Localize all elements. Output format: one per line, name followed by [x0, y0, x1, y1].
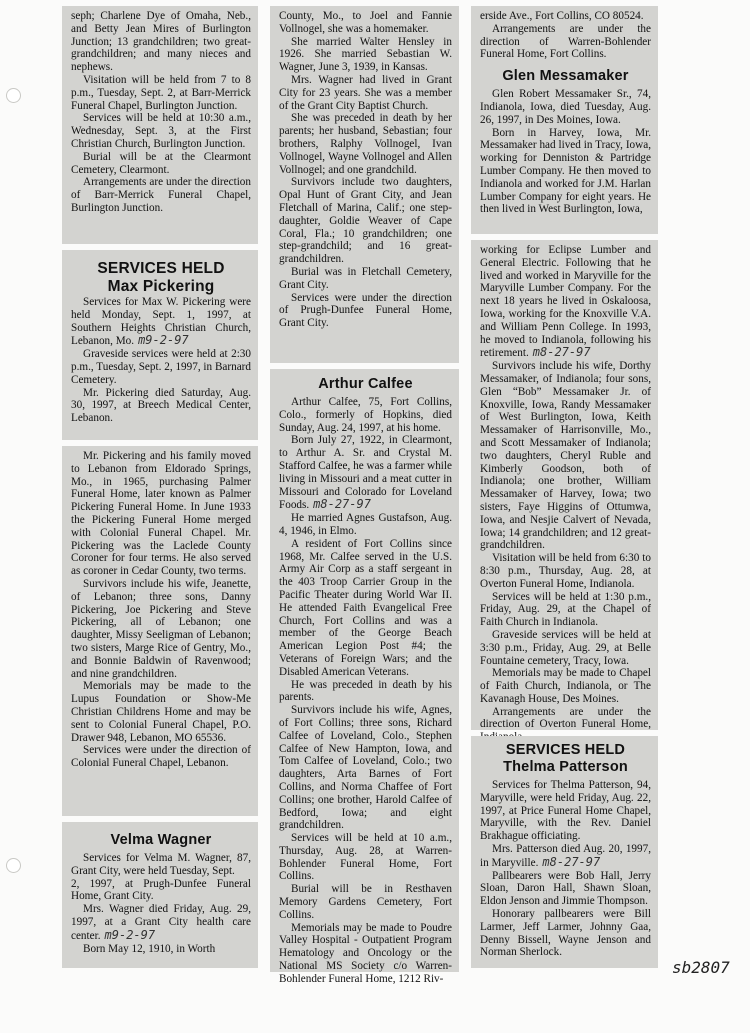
handwritten-date-note: m8-27-97 — [313, 497, 371, 512]
obituary-paragraph: Mr. Pickering and his family moved to Lebanon from Eldorado Springs, Mo., in 1965, purchasing Palmer Funeral Home, later known as Palmer Pickering Funeral Home. In June 1933 the Pickering Funeral Home merged with Colonial Funeral Chapel. Mr. Pickering was the Laclede County Coroner for four terms. He also served as coroner in Cedar County, two terms. — [71, 450, 251, 578]
handwritten-date-note: m8-27-97 — [532, 345, 591, 360]
punch-hole-top — [6, 88, 21, 103]
obituary-name-velma-wagner: Velma Wagner — [110, 832, 212, 848]
punch-hole-bottom — [6, 858, 21, 873]
obituary-paragraph: Visitation will be held from 6:30 to 8:30 p.m., Thursday, Aug. 28, at Overton Funeral Home, Indianola. — [480, 552, 651, 590]
obituary-paragraph: Arthur Calfee, 75, Fort Collins, Colo., formerly of Hopkins, died Sunday, Aug. 24, 1997, at his home. — [279, 396, 452, 434]
obituary-paragraph: Mr. Pickering died Saturday, Aug. 30, 1997, at Breech Medical Center, Lebanon. — [71, 386, 251, 425]
obituary-paragraph: Born May 12, 1910, in Worth — [83, 942, 216, 955]
handwritten-date-note: m8-27-97 — [542, 854, 601, 869]
obituary-paragraph: Services were under the direction of Colonial Funeral Chapel, Lebanon. — [71, 744, 251, 770]
obituary-paragraph: Memorials may be made to the Lupus Foundation or Show-Me Christian Childrens Home and may be sent to Colonial Funeral Chapel, P.O. Drawer 948, Lebanon, MO 65536. — [71, 680, 251, 744]
obituary-paragraph: Survivors include his wife, Jeanette, of Lebanon; three sons, Danny Pickering, Joe Pickering and Steve Pickering, all of Lebanon; one daughter, Missy Seeligman of Lebanon; two sisters, Marge Rice of Gentry, Mo., and Bonnie Baldwin of Ravenwood; and nine grandchildren. — [71, 577, 251, 680]
clipping-velma-wagner — [62, 822, 258, 968]
obituary-paragraph: Mrs. Patterson died Aug. 20, 1997, in Maryville. — [480, 842, 651, 869]
obituary-paragraph: Mrs. Wagner had lived in Grant City for 23 years. She was a member of the Grant City Baptist Church. — [279, 73, 452, 112]
obituary-paragraph: Burial was in Fletchall Cemetery, Grant City. — [279, 265, 452, 291]
obituary-paragraph: Survivors include two daughters, Opal Hunt of Grant City, and Jean Fletchall of Marina, Calif.; one step-daughter, Goldie Weaver of Cape Coral, Fla.; 10 grandchildren; one step-grandchild; and 16 great-grandchildren. — [279, 176, 452, 266]
obituary-paragraph: Memorials may be made to Chapel of Faith Church, Indianola, or The Kavanagh House, Des Moines. — [480, 667, 651, 705]
obituary-paragraph: Born July 27, 1922, in Clearmont, to Arthur A. Sr. and Crystal M. Stafford Calfee, he was a farmer while living in Missouri and a meat cutter in Missouri and Colorado for Loveland Foods. — [279, 434, 452, 512]
obituary-paragraph: Visitation will be held from 7 to 8 p.m., Tuesday, Sept. 2, at Barr-Merrick Funeral Chapel, Burlington Junction. — [71, 73, 251, 112]
obituary-paragraph: Survivors include his wife, Dorthy Messamaker, of Indianola; four sons, Glen “Bob” Messamaker Jr. of Knoxville, Iowa, Randy Messamaker of West Burlington, Iowa, Keith Messamaker of Harrisonville, Mo., and Scott Messamaker of Indianola; two daughters, Cheryl Ruble and Kimberly Goodson, both of Indianola; one brother, William Messamaker of Harvey, Iowa; two sisters, Faye Higgins of Ottumwa, Iowa, and Nesjie Calvert of Nevada, Iowa; 14 grandchildren; and 12 great-grandchildren. — [480, 360, 651, 552]
clipping-glen-messamaker-continued — [471, 240, 658, 730]
obituary-paragraph: She was preceded in death by her parents; her husband, Sebastian; four brothers, Ralphy Vollnogel, Ivan Vollnogel, Wayne Vollnogel and Allen Vollnogel; and one grandchild. — [279, 112, 452, 176]
obituary-paragraph: Services will be held at 10 a.m., Thursday, Aug. 28, at Warren-Bohlender Funeral Home, Fort Collins. — [279, 832, 452, 883]
obituary-paragraph: seph; Charlene Dye of Omaha, Neb., and Betty Jean Mires of Burlington Junction; 13 grandchildren; two great-grandchildren; and many nieces and nephews. — [71, 10, 251, 74]
obituary-paragraph: Born in Harvey, Iowa, Mr. Messamaker had lived in Tracy, Iowa, working for Denniston & Partridge Lumber Company. He then moved to Indianola and worked for J.M. Harlan Lumber Company for eight years. He then lived in West Burlington, Iowa, — [480, 126, 651, 216]
obituary-name-arthur-calfee: Arthur Calfee — [318, 376, 413, 392]
obituary-paragraph: Memorials may be made to Poudre Valley Hospital - Outpatient Program Hematology and Oncology or the National MS Society c/o Warren-Bohlender Funeral Home, 1212 Riv- — [279, 921, 452, 985]
obituary-paragraph: He was preceded in death by his parents. — [279, 678, 452, 704]
obituary-paragraph: Arrangements are under the direction of Warren-Bohlender Funeral Home, Fort Collins. — [480, 22, 651, 61]
services-held-label: SERVICES HELD — [505, 742, 626, 758]
obituary-paragraph: Services for Velma M. Wagner, 87, Grant City, were held Tuesday, Sept. — [71, 852, 251, 877]
obituary-paragraph: Services for Max W. Pickering were held Monday, Sept. 1, 1997, at Southern Heights Christian Church, Lebanon, Mo. — [71, 296, 251, 348]
obituary-paragraph: Honorary pallbearers were Bill Larmer, Jeff Larmer, Johnny Gaa, Denny Bissell, Wayne Jenson and Norman Sherlock. — [480, 907, 651, 959]
page-number-handwritten: sb2807 — [672, 958, 730, 977]
clipping-velma-wagner-continued — [270, 6, 459, 363]
obituary-paragraph: Arrangements are under the direction of Overton Funeral Home, — [480, 705, 651, 731]
clipping-arthur-calfee — [270, 369, 459, 985]
obituary-paragraph: Services for Thelma Patterson, 94, Maryville, were held Friday, Aug. 22, 1997, at Price Funeral Home Chapel, Maryville, with the Rev. Daniel Brakhague officiating. — [480, 779, 651, 843]
obituary-paragraph: Services will be held at 1:30 p.m., Friday, Aug. 29, at the Chapel of Faith Church in Indianola. — [480, 590, 651, 629]
obituary-paragraph: Survivors include his wife, Agnes, of Fort Collins; three sons, Richard Calfee of Loveland, Colo., Stephen Calfee of New Hampton, Iowa, and Tom Calfee of Loveland, Colo.; two daughters, Arta Barnes of Fort Collins, and Norma Chaffee of Fort Collins; one brother, Harold Calfee of Bedford, Iowa; and eight grandchildren. — [279, 704, 452, 832]
obituary-paragraph: He married Agnes Gustafson, Aug. 4, 1946, in Elmo. — [279, 512, 452, 537]
obituary-name-max-pickering: Max Pickering — [107, 278, 215, 295]
clipping-thelma-patterson — [471, 736, 658, 968]
obituary-paragraph: Services were under the direction of Prugh-Dunfee Funeral Home, Grant City. — [279, 291, 452, 330]
handwritten-date-note: m9-2-97 — [104, 927, 156, 942]
clipping-barr-merrick-obituary-end — [62, 6, 258, 244]
clipping-max-pickering — [62, 250, 258, 440]
obituary-paragraph: A resident of Fort Collins since 1968, Mr. Calfee served in the U.S. Army Air Corp as a staff sergeant in the 403 Troop Carrier Group in the Pacific Theater during World War II. He attended Faith Evangelical Free Church, Fort Collins and was a member of the George Beach American Legion Post #4; the Veterans of Foreign Wars; and the Disabled American Veterans. — [279, 537, 452, 678]
obituary-paragraph: Burial will be at the Clearmont Cemetery, Clearmont. — [71, 150, 251, 176]
obituary-paragraph: 2, 1997, at Prugh-Dunfee Funeral Home, Grant City. — [71, 877, 251, 903]
obituary-name-thelma-patterson: Thelma Patterson — [503, 759, 628, 775]
obituary-paragraph: Mrs. Wagner died Friday, Aug. 29, 1997, at a Grant City health care center. — [71, 903, 251, 942]
obituary-paragraph: Arrangements are under the direction of Barr-Merrick Funeral Chapel, Burlington Junction. — [71, 176, 251, 214]
handwritten-date-note: m9-2-97 — [138, 333, 189, 348]
obituary-paragraph: Services will be held at 10:30 a.m., Wednesday, Sept. 3, at the First Christian Church, Burlington Junction. — [71, 112, 251, 150]
obituary-paragraph: She married Walter Hensley in 1926. She married Sebastian W. Wagner, June 3, 1939, in Kansas. — [279, 35, 452, 74]
obituary-paragraph: Burial will be in Resthaven Memory Gardens Cemetery, Fort Collins. — [279, 883, 452, 921]
clipping-calfee-end-and-glen-messamaker — [471, 6, 658, 234]
services-held-heading — [480, 742, 651, 776]
obituary-paragraph: Graveside services were held at 2:30 p.m., Tuesday, Sept. 2, 1997, in Barnard Cemetery. — [71, 348, 251, 386]
obituary-paragraph: Graveside services will be held at 3:30 p.m., Friday, Aug. 29, at Belle Fountaine cemetery, Tracy, Iowa. — [480, 628, 651, 667]
obituary-paragraph: County, Mo., to Joel and Fannie Vollnogel, she was a homemaker. — [279, 10, 452, 35]
obituary-paragraph: Glen Robert Messamaker Sr., 74, Indianola, Iowa, died Tuesday, Aug. 26, 1997, in Des Moines, Iowa. — [480, 88, 651, 126]
services-held-label: SERVICES HELD — [97, 260, 225, 277]
obituary-name-glen-messamaker: Glen Messamaker — [502, 68, 629, 85]
obituary-paragraph: erside Ave., Fort Collins, CO 80524. — [480, 10, 644, 22]
clipping-max-pickering-continued — [62, 446, 258, 816]
obituary-paragraph: Pallbearers were Bob Hall, Jerry Sloan, Daron Hall, Shawn Sloan, Eldon Jenson and Jimmie Thompson. — [480, 869, 651, 908]
services-held-heading — [71, 260, 251, 296]
obituary-paragraph: working for Eclipse Lumber and General Electric. Following that he lived and worked in Maryville for the Maryville Lumber Company. For the next 18 years he lived in Oskaloosa, Iowa, working for the Knoxville V.A. and William Penn College. In 1993, he moved to Indianola, following his retirement. — [480, 244, 651, 360]
